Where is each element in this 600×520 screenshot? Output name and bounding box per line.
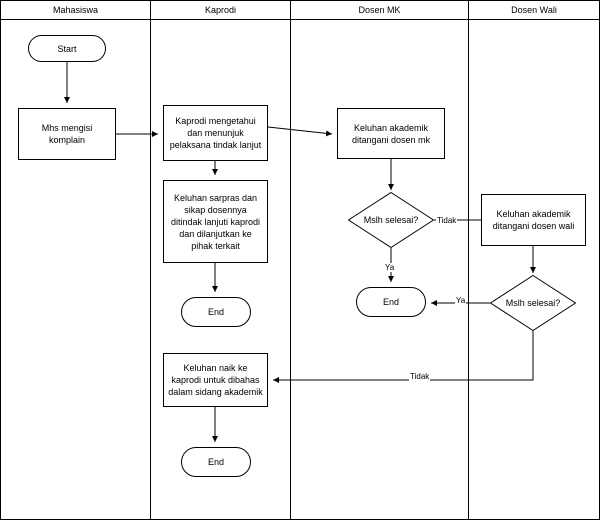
node-label: Keluhan sarpras dan sikap dosennya ditindak lanjuti kaprodi dan dilanjutkan ke pihak terkait [170,192,261,251]
node-start[interactable] [28,35,106,62]
swimlane-dosen-mk [290,0,468,520]
decision-label: Mslh selesai? [363,215,419,225]
node-keluhan-naik-kaprodi[interactable] [163,353,268,407]
swimlane-mahasiswa [0,0,150,520]
edge-label-ya-dosen-wali: Ya [456,296,466,305]
node-label: Keluhan akademik ditangani dosen wali [492,209,575,231]
decision-label: Mslh selesai? [505,298,561,308]
lane-title: Mahasiswa [52,4,99,15]
node-label: Keluhan akademik ditangani dosen mk [351,122,431,145]
node-end-kaprodi-1[interactable] [181,297,251,327]
lane-header-dosen-wali [469,0,599,20]
node-label: Start [57,43,77,54]
node-label: Keluhan naik ke kaprodi untuk dibahas dalam sidang akademik [168,363,263,397]
swimlane-dosen-wali [468,0,600,520]
node-end-kaprodi-2[interactable] [181,447,251,477]
node-label: End [207,307,224,317]
lane-title: Dosen Wali [511,4,557,15]
lane-header-dosen-mk [291,0,468,20]
decision-mslh-selesai-dosen-wali[interactable] [490,275,576,331]
edge-label-tidak-dosen-wali: Tidak [410,372,430,381]
node-label: Mhs mengisi komplain [41,123,93,145]
node-label: Kaprodi mengetahui dan menunjuk pelaksana tindak lanjut [169,116,262,150]
decision-mslh-selesai-dosen-mk[interactable] [348,192,434,248]
edge-label-ya-dosen-mk: Ya [385,263,395,272]
node-mhs-mengisi-komplain[interactable] [18,108,116,160]
node-kaprodi-tindak-lanjut[interactable] [163,105,268,161]
edge-label-tidak-dosen-mk: Tidak [437,216,457,225]
node-keluhan-akademik-dosen-wali[interactable] [481,194,586,246]
lane-header-kaprodi [151,0,290,20]
node-keluhan-akademik-dosen-mk[interactable] [337,108,445,159]
lane-header-mahasiswa [1,0,150,20]
node-end-dosen-mk[interactable] [356,287,426,317]
lane-title: Dosen MK [358,4,401,15]
node-label: End [382,297,399,307]
lane-title: Kaprodi [204,4,237,15]
node-label: End [207,457,224,467]
node-keluhan-sarpras[interactable] [163,180,268,263]
